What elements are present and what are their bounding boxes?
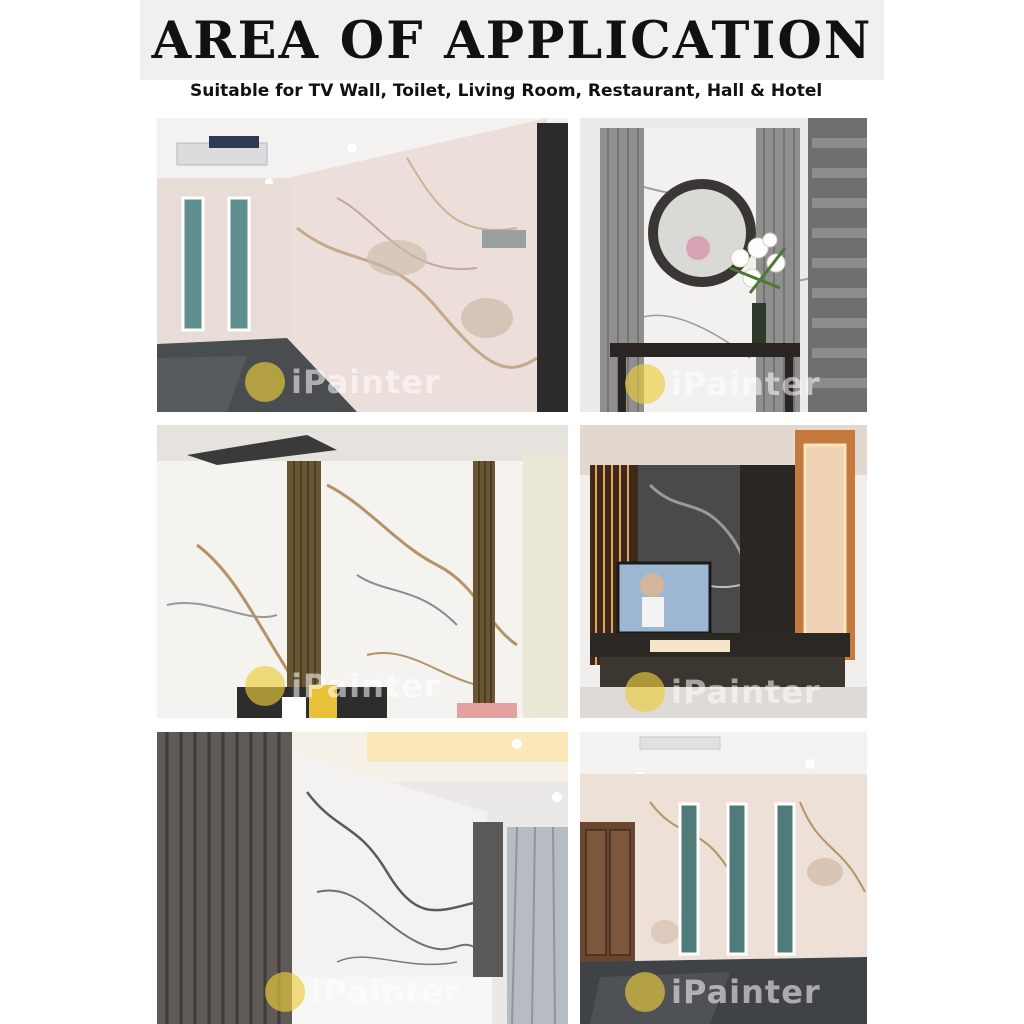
photo-living-room-fluted-panels [157, 732, 568, 1024]
watermark-text: iPainter [291, 363, 441, 401]
watermark-text: iPainter [671, 973, 821, 1011]
watermark-text: iPainter [671, 673, 821, 711]
watermark-text: iPainter [291, 667, 441, 705]
photo-entryway-mirror [580, 118, 867, 412]
page-subtitle: Suitable for TV Wall, Toilet, Living Room, Restaurant, Hall & Hotel [190, 81, 823, 101]
photo-dining-wood-slats [157, 425, 568, 718]
page-title: AREA OF APPLICATION [151, 11, 873, 71]
watermark-text: iPainter [671, 365, 821, 403]
photo-foyer-door-windows [580, 732, 867, 1024]
watermark-text: iPainter [311, 973, 461, 1011]
photo-tv-feature-wall [580, 425, 867, 718]
photo-marble-wall-room [157, 118, 568, 412]
